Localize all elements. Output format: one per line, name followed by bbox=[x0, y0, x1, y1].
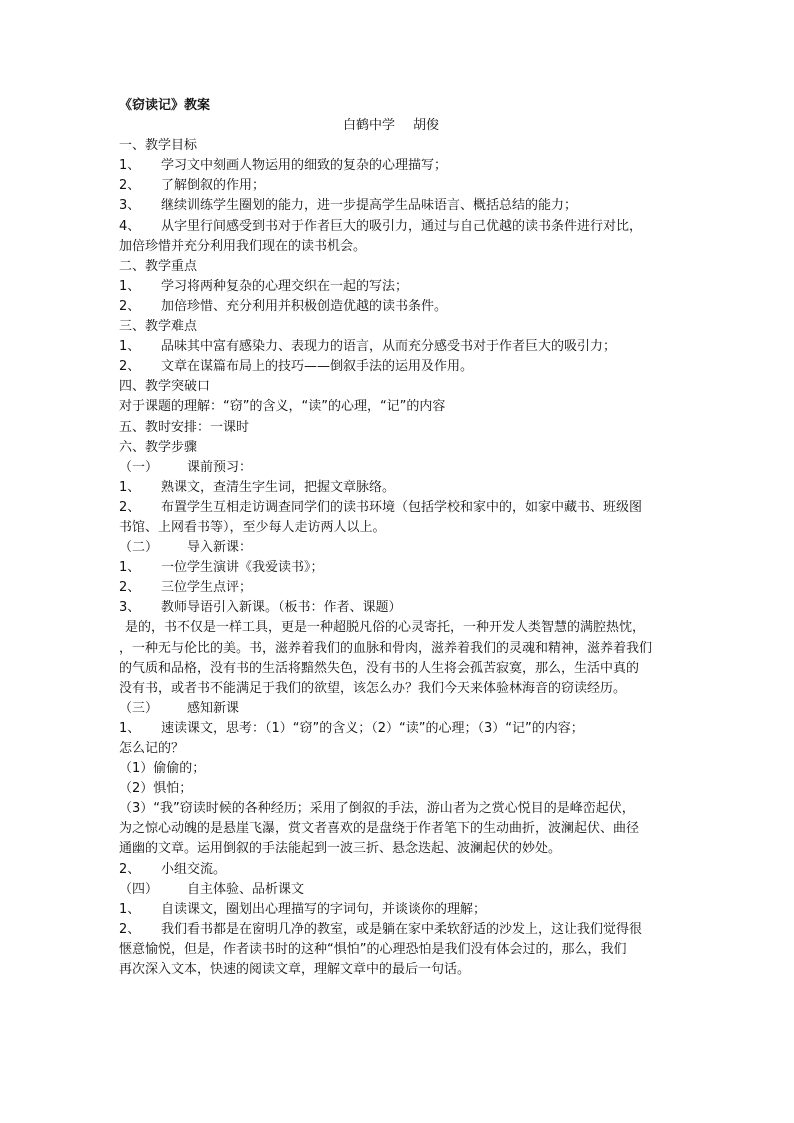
author-name: 胡俊 bbox=[413, 118, 440, 134]
subsection-heading: （一） 课前预习： bbox=[119, 459, 253, 475]
paragraph-line: 为之惊心动魄的是悬崖飞瀑，赏文者喜欢的是盘绕于作者笔下的生动曲折，波澜起伏、曲径 bbox=[119, 821, 640, 837]
section-heading: 六、教学步骤 bbox=[119, 439, 198, 455]
list-item: 4、 从字里行间感受到书对于作者巨大的吸引力，通过与自己优越的读书条件进行对比， bbox=[119, 218, 643, 234]
list-item: 2、 加倍珍惜、充分利用并积极创造优越的读书条件。 bbox=[119, 298, 448, 314]
list-item-continuation: 书馆、上网看书等），至少每人走访两人以上。 bbox=[119, 519, 386, 535]
author-line bbox=[119, 116, 685, 136]
answer-line: （1）偷偷的； bbox=[119, 761, 206, 777]
paragraph-line: 没有书，或者书不能满足于我们的欲望，该怎么办？我们今天来体验林海音的窃读经历。 bbox=[119, 680, 627, 696]
paragraph-line: ，一种无与伦比的美。书，滋养着我们的血脉和骨肉，滋养着我们的灵魂和精神，滋养着我们 bbox=[119, 640, 653, 656]
list-item-continuation: 加倍珍惜并充分利用我们现在的读书机会。 bbox=[119, 238, 367, 254]
paragraph-line: 是的，书不仅是一样工具，更是一种超脱凡俗的心灵寄托，一种开发人类智慧的满腔热忱， bbox=[125, 620, 646, 636]
list-item: 1、 品味其中富有感染力、表现力的语言，从而充分感受书对于作者巨大的吸引力； bbox=[119, 339, 617, 355]
answer-line: （2）惧怕； bbox=[119, 781, 193, 797]
section-heading: 四、教学突破口 bbox=[119, 379, 211, 395]
list-item: 2、 我们看书都是在窗明几净的教室，或是躺在家中柔软舒适的沙发上，这让我们觉得很 bbox=[119, 921, 643, 937]
document-body bbox=[119, 96, 685, 980]
list-item: 1、 速读课文，思考：（1）“窃”的含义；（2）“读”的心理；（3）“记”的内容； bbox=[119, 720, 584, 736]
list-item-continuation: 怎么记的？ bbox=[119, 741, 185, 756]
list-item: 1、 一位学生演讲《我爱读书》； bbox=[119, 560, 324, 576]
subsection-heading: （二） 导入新课： bbox=[119, 540, 253, 556]
document-title: 《窃读记》教案 bbox=[119, 98, 211, 113]
list-item: 1、 学习将两种复杂的心理交织在一起的写法； bbox=[119, 278, 409, 294]
list-item: 2、 布置学生互相走访调查同学们的读书环境（包括学校和家中的，如家中藏书、班级图 bbox=[119, 499, 643, 515]
list-item: 2、 了解倒叙的作用； bbox=[119, 178, 266, 194]
list-item: 1、 自读课文，圈划出心理描写的字词句，并谈谈你的理解； bbox=[119, 901, 487, 917]
list-item: 1、 熟课文，查清生字生词，把握文章脉络。 bbox=[119, 479, 396, 495]
list-item: 3、 继续训练学生圈划的能力，进一步提高学生品味语言、概括总结的能力； bbox=[119, 198, 578, 214]
section-heading: 三、教学难点 bbox=[119, 319, 198, 335]
list-item: 2、 小组交流。 bbox=[119, 861, 227, 877]
section-heading: 五、教时安排：一课时 bbox=[119, 419, 250, 435]
list-item: 3、 教师导语引入新课。（板书：作者、课题） bbox=[119, 600, 402, 616]
paragraph-line: 惬意愉悦，但是，作者读书时的这种“惧怕”的心理恐怕是我们没有体会过的，那么，我们 bbox=[119, 941, 627, 957]
section-heading: 二、教学重点 bbox=[119, 258, 198, 274]
paragraph-line: 再次深入文本，快速的阅读文章，理解文章中的最后一句话。 bbox=[119, 962, 471, 978]
paragraph-line: 通幽的文章。运用倒叙的手法能起到一波三折、悬念迭起、波澜起伏的妙处。 bbox=[119, 841, 562, 857]
paragraph-line: 的气质和品格，没有书的生活将黯然失色，没有书的人生将会孤苦寂寞，那么，生活中真的 bbox=[119, 660, 640, 676]
list-item: 2、 三位学生点评； bbox=[119, 580, 253, 596]
list-item: 1、 学习文中刻画人物运用的细致的复杂的心理描写； bbox=[119, 158, 448, 174]
section-heading: 一、教学目标 bbox=[119, 138, 198, 154]
paragraph-line: （3）“我”窃读时候的各种经历；采用了倒叙的手法，游山者为之赏心悦目的是峰峦起伏， bbox=[119, 801, 635, 817]
subsection-heading: （四） 自主体验、品析课文 bbox=[119, 881, 305, 897]
list-item: 2、 文章在谋篇布局上的技巧——倒叙手法的运用及作用。 bbox=[119, 359, 474, 375]
school-name: 白鹤中学 bbox=[343, 118, 396, 134]
paragraph-line: 对于课题的理解：“窃”的含义，“读”的心理，“记”的内容 bbox=[119, 399, 446, 415]
subsection-heading: （三） 感知新课 bbox=[119, 700, 240, 716]
